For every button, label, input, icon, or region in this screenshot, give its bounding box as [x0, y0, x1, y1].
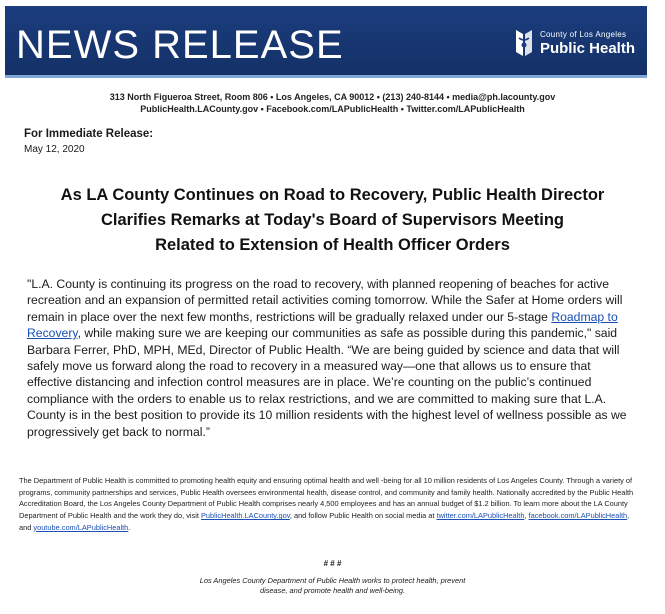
director-quote	[27, 276, 637, 440]
about-public-health	[19, 475, 639, 534]
contact-web-links: PublicHealth.LACounty.gov • Facebook.com/LAPublicHealth • Twitter.com/LAPublicHealth	[140, 104, 525, 114]
quote-text-part-2: , while making sure we are keeping our communities as safe as possible during this pandemic," said Barbara Ferrer, PhD, MPH, MEd, Director of Public Health. “We are being guided by science and data that will safely move us forward along the road to recovery in a measured way—one that allows us to ensure that effective distancing and infection control measures are in place. We’re counting on the public’s continued compliance with the orders to enable us to relax restrictions, and we are committed to making sure that L.A. County is in the best position to provide its 10 million residents with the highest level of wellness possible as we progressively get back to normal.”	[27, 326, 627, 439]
contact-address: 313 North Figueroa Street, Room 806 • Los Angeles, CA 90012 • (213) 240-8144 • media@ph.lacounty.gov	[109, 92, 556, 102]
twitter-link[interactable]: twitter.com/LAPublicHealth	[436, 511, 525, 521]
about-text: The Department of Public Health is committed to promoting health equity and ensuring optimal health and well -being for all 10 million residents of Los Angeles County. Through a variety of programs, community partnerships and services, Public Health oversees environmental health, disease control, and community and family health. Nationally accredited by the Public Health Accreditation Board, the Los Angeles County Department of Public Health comprises nearly 4,500 employees and has an annual budget of $1.2 billion. To learn more about the LA County Department of Public Health and the work they do, visit	[19, 476, 634, 521]
tagline-line-2: disease, and promote health and well-being.	[259, 586, 406, 595]
roadmap-to-recovery-link[interactable]: Roadmap to Recovery	[27, 309, 618, 341]
tagline-line-1: Los Angeles County Department of Public Health works to protect health, prevent	[199, 576, 466, 585]
release-date: May 12, 2020	[24, 144, 85, 155]
logo-county-text: County of Los Angeles	[539, 29, 627, 39]
headline-line-2: Clarifies Remarks at Today's Board of Supervisors Meeting	[100, 211, 564, 229]
news-release-banner	[5, 6, 647, 78]
about-sep-1: ,	[524, 511, 529, 521]
footer-tagline	[0, 576, 665, 596]
banner-title: NEWS RELEASE	[16, 23, 344, 67]
publichealth-site-link[interactable]: PublicHealth.LACounty.gov	[200, 511, 290, 521]
facebook-link[interactable]: facebook.com/LAPublicHealth	[528, 511, 628, 521]
youtube-link[interactable]: youtube.com/LAPublicHealth	[33, 522, 129, 532]
public-health-logo	[512, 26, 635, 60]
headline-line-3: Related to Extension of Health Officer Orders	[155, 236, 510, 254]
end-separator: # # #	[323, 559, 342, 568]
about-end: .	[128, 522, 131, 532]
quote-text-part-1: "L.A. County is continuing its progress on the road to recovery, with planned reopening of beaches for active recreation and an expansion of permitted retail activities coming tomorrow. While the Safer at Home orders will remain in place over the next few months, restrictions will be gradually relaxed under our 5-stage	[27, 277, 623, 324]
logo-public-health-text: Public Health	[539, 39, 635, 57]
about-text-2: , and follow Public Health on social media at	[289, 511, 437, 521]
about-sep-2: , and	[19, 511, 630, 532]
headline	[40, 183, 625, 258]
public-health-logo-icon	[512, 28, 536, 58]
headline-line-1: As LA County Continues on Road to Recovery, Public Health Director	[60, 186, 605, 204]
release-label: For Immediate Release:	[24, 128, 154, 140]
